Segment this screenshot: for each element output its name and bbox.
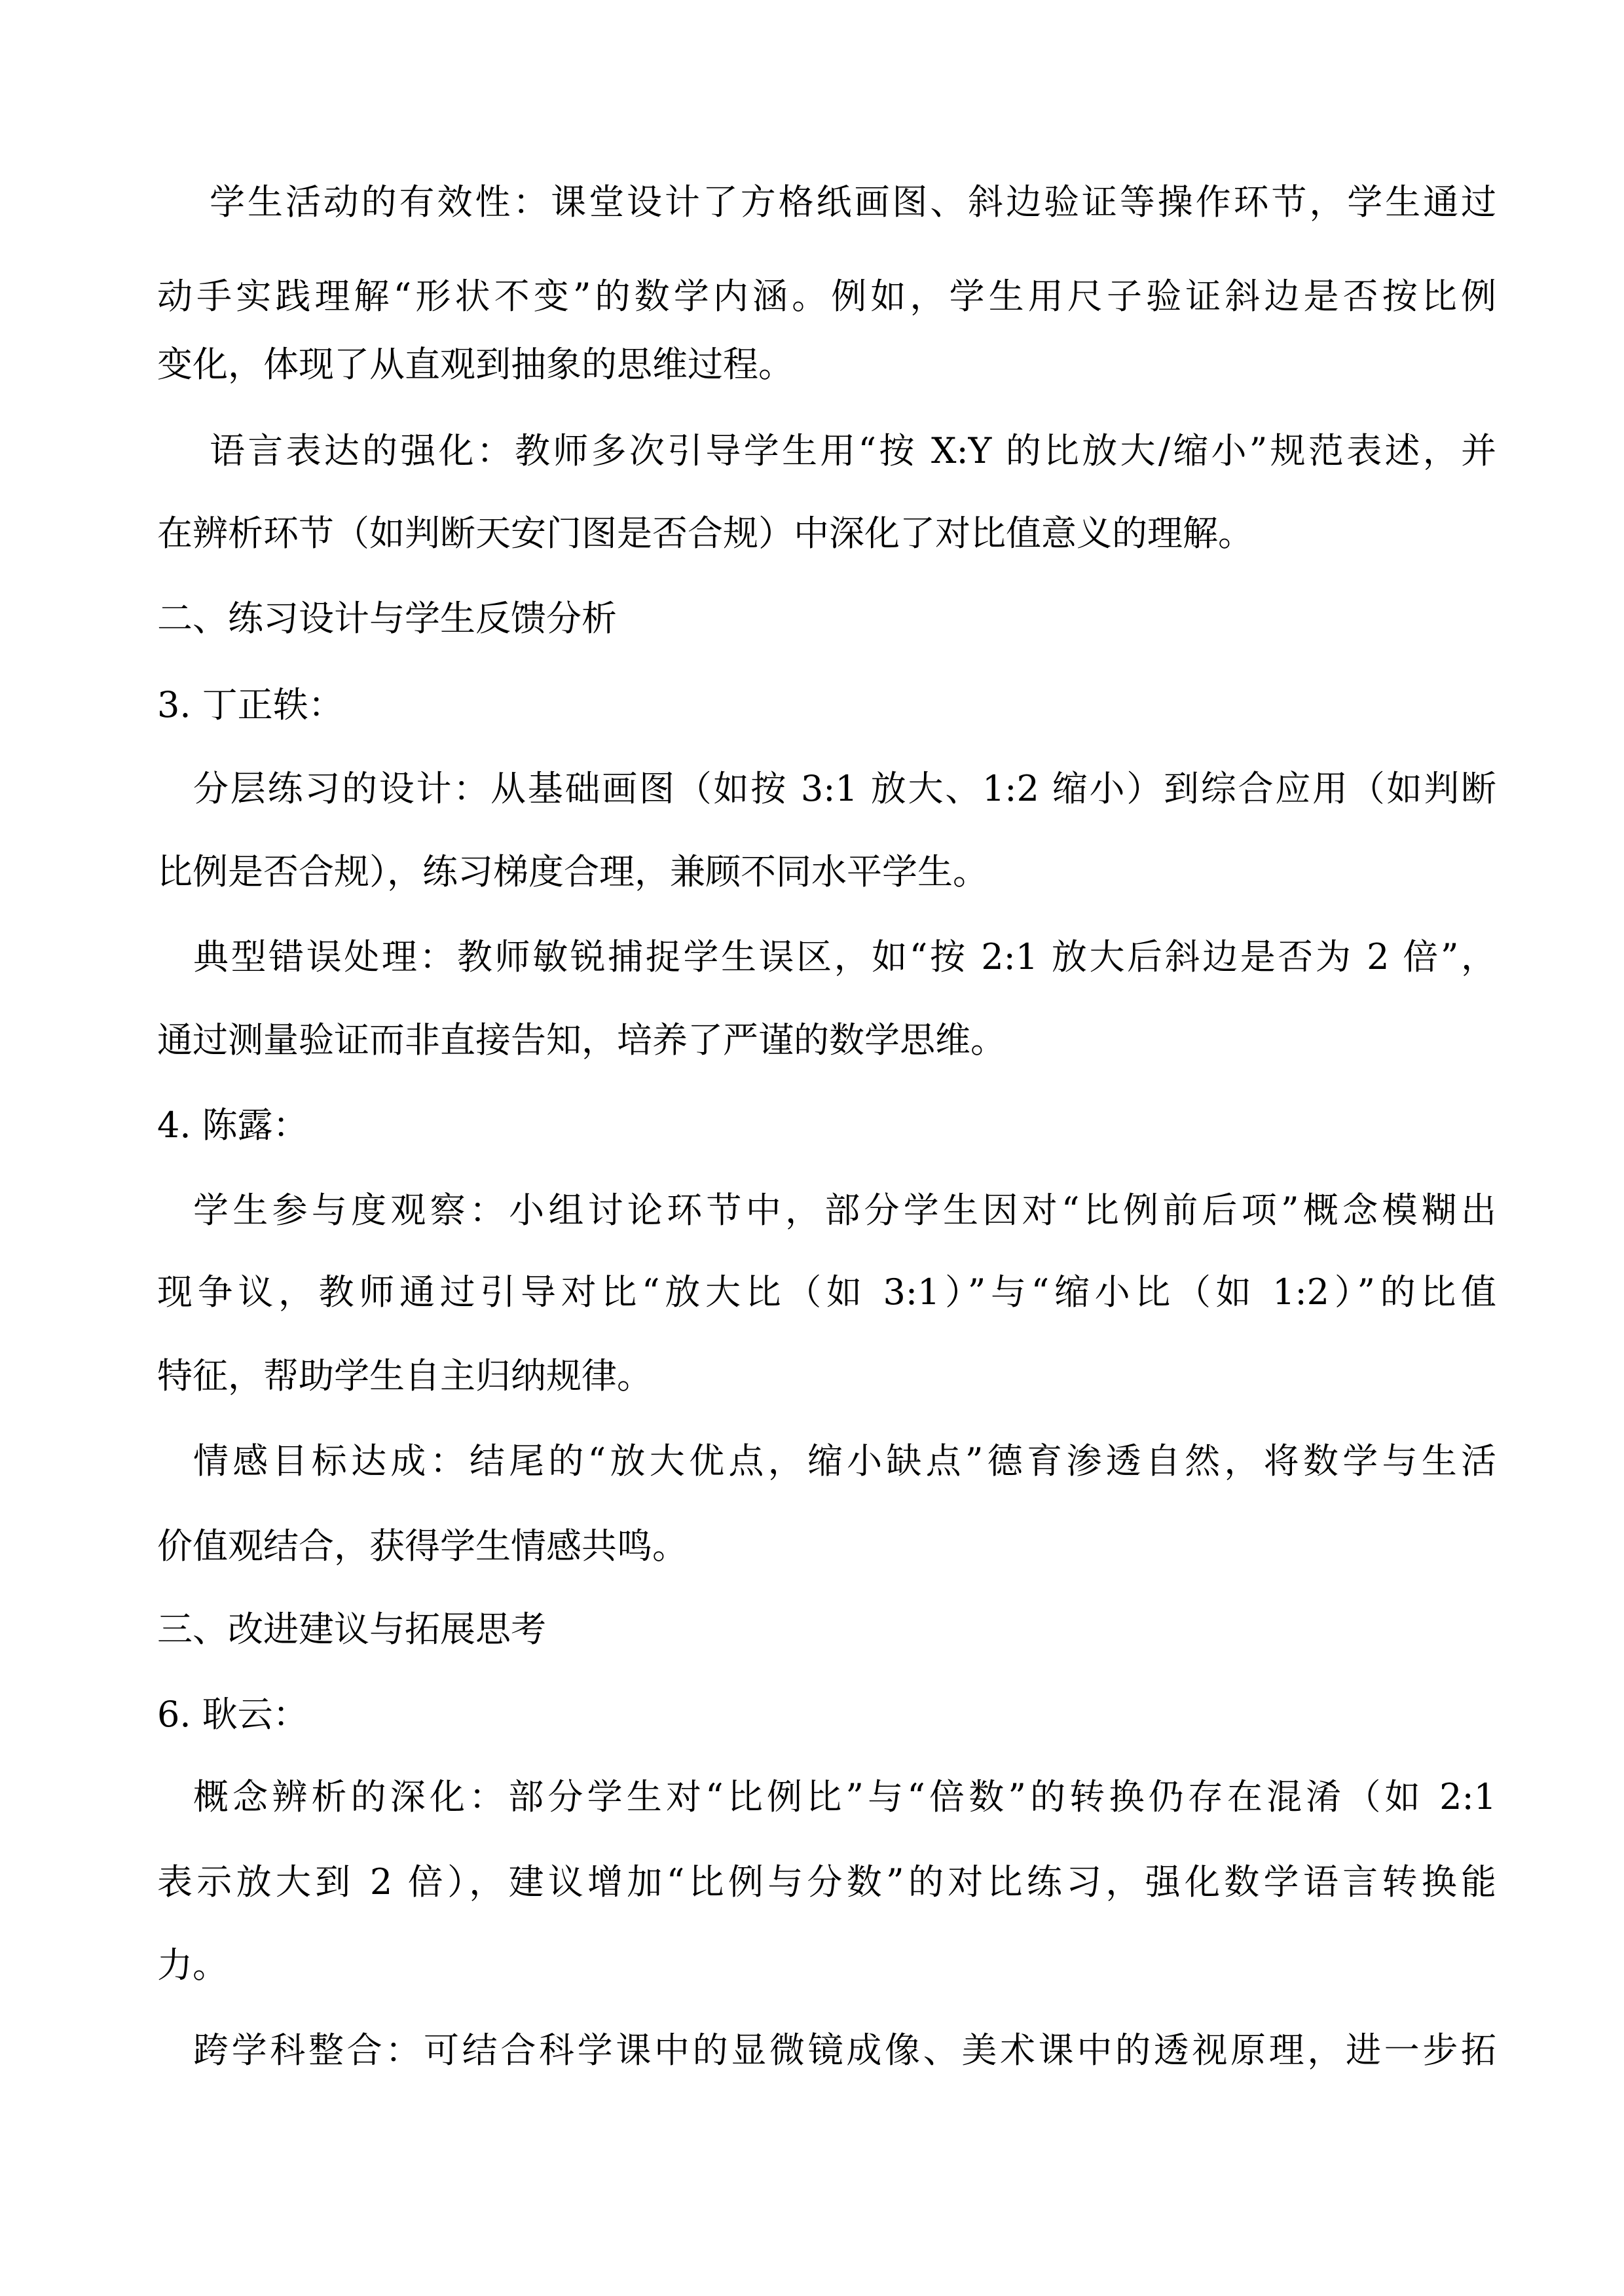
paragraph-line: 分层练习的设计：从基础画图（如按 3:1 放大、1:2 缩小）到综合应用（如判断 bbox=[193, 768, 1496, 809]
paragraph-line: 表示放大到 2 倍），建议增加“比例与分数”的对比练习，强化数学语言转换能 bbox=[157, 1861, 1496, 1903]
section-heading: 三、改进建议与拓展思考 bbox=[157, 1609, 546, 1650]
speaker-heading: 6. 耿云： bbox=[157, 1694, 308, 1735]
paragraph-line: 动手实践理解“形状不变”的数学内涵。例如，学生用尺子验证斜边是否按比例 bbox=[157, 276, 1496, 317]
paragraph-line: 典型错误处理：教师敏锐捕捉学生误区，如“按 2:1 放大后斜边是否为 2 倍”， bbox=[193, 936, 1496, 977]
section-heading: 二、练习设计与学生反馈分析 bbox=[157, 598, 617, 639]
speaker-heading: 3. 丁正轶： bbox=[157, 684, 344, 725]
paragraph-line: 跨学科整合：可结合科学课中的显微镜成像、美术课中的透视原理，进一步拓 bbox=[193, 2030, 1496, 2071]
speaker-heading: 4. 陈露： bbox=[157, 1104, 308, 1146]
paragraph-line: 通过测量验证而非直接告知，培养了严谨的数学思维。 bbox=[157, 1019, 1006, 1061]
paragraph-line: 价值观结合，获得学生情感共鸣。 bbox=[157, 1525, 688, 1567]
paragraph-line: 学生参与度观察：小组讨论环节中，部分学生因对“比例前后项”概念模糊出 bbox=[193, 1190, 1496, 1231]
paragraph-line: 在辨析环节（如判断天安门图是否合规）中深化了对比值意义的理解。 bbox=[157, 513, 1253, 554]
paragraph-line: 情感目标达成：结尾的“放大优点，缩小缺点”德育渗透自然，将数学与生活 bbox=[193, 1440, 1496, 1482]
paragraph-line: 特征，帮助学生自主归纳规律。 bbox=[157, 1355, 652, 1396]
paragraph-line: 现争议，教师通过引导对比“放大比（如 3:1）”与“缩小比（如 1:2）”的比值 bbox=[157, 1271, 1496, 1313]
paragraph-line: 力。 bbox=[157, 1944, 228, 1986]
paragraph-line: 比例是否合规），练习梯度合理，兼顾不同水平学生。 bbox=[157, 851, 988, 892]
paragraph-line: 语言表达的强化：教师多次引导学生用“按 X:Y 的比放大/缩小”规范表述，并 bbox=[210, 430, 1496, 471]
paragraph-line: 学生活动的有效性：课堂设计了方格纸画图、斜边验证等操作环节，学生通过 bbox=[210, 181, 1496, 223]
paragraph-line: 变化，体现了从直观到抽象的思维过程。 bbox=[157, 344, 794, 385]
paragraph-line: 概念辨析的深化：部分学生对“比例比”与“倍数”的转换仍存在混淆（如 2:1 bbox=[193, 1776, 1496, 1817]
